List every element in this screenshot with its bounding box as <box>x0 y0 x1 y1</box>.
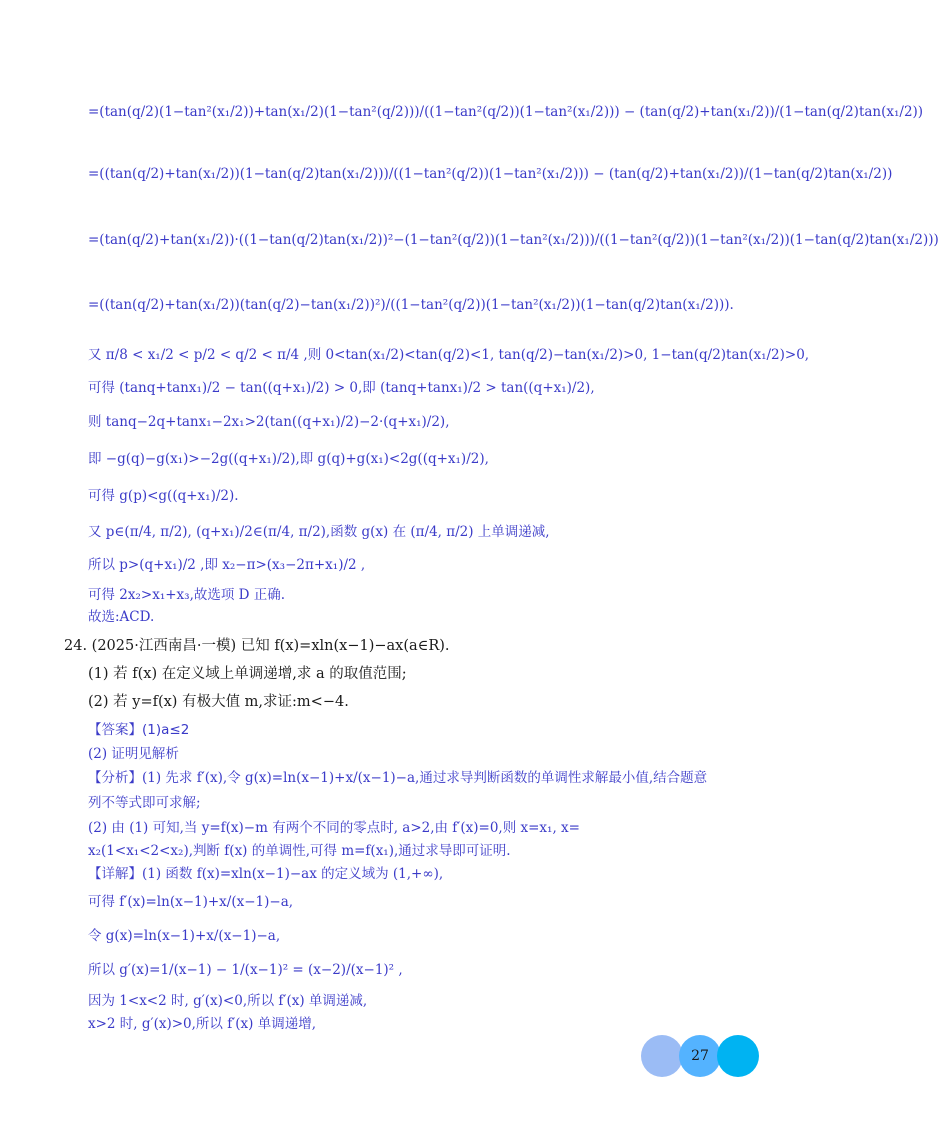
badge-circle-left <box>641 1035 683 1077</box>
math-line-11: 所以 p>(q+x₁)/2 ,即 x₂−π>(x₃−2π+x₁)/2 , <box>88 557 366 573</box>
question-24-title: 24. (2025·江西南昌·一模) 已知 f(x)=xln(x−1)−ax(a∈R). <box>64 638 450 654</box>
answer-line: 【答案】(1)a≤2 <box>88 722 190 738</box>
math-line-2: =((tan(q/2)+tan(x₁/2))(1−tan(q/2)tan(x₁/2)))/((1−tan²(q/2))(1−tan²(x₁/2))) − (tan(q/2)+tan(x₁/2))/(1−tan(q/2)tan(x₁/2)) <box>88 166 893 182</box>
badge-circle-right <box>717 1035 759 1077</box>
math-line-6: 可得 (tanq+tanx₁)/2 − tan((q+x₁)/2) > 0,即 (tanq+tanx₁)/2 > tan((q+x₁)/2), <box>88 380 595 396</box>
page-number: 27 <box>691 1048 709 1064</box>
math-line-13: 故选:ACD. <box>88 609 155 625</box>
math-line-5: 又 π/8 < x₁/2 < p/2 < q/2 < π/4 ,则 0<tan(x₁/2)<tan(q/2)<1, tan(q/2)−tan(x₁/2)>0, 1−tan(q/2)tan(x₁/2)>0, <box>88 347 810 363</box>
math-line-10: 又 p∈(π/4, π/2), (q+x₁)/2∈(π/4, π/2),函数 g(x) 在 (π/4, π/2) 上单调递减, <box>88 524 550 540</box>
math-line-9: 可得 g(p)<g((q+x₁)/2). <box>88 488 239 504</box>
analysis-line-2: 列不等式即可求解; <box>88 795 201 811</box>
detail-line-4: 所以 g′(x)=1/(x−1) − 1/(x−1)² = (x−2)/(x−1)² , <box>88 962 403 978</box>
detail-line-1: 【详解】(1) 函数 f(x)=xln(x−1)−ax 的定义域为 (1,+∞), <box>88 866 444 882</box>
question-24-part-2: (2) 若 y=f(x) 有极大值 m,求证:m<−4. <box>88 694 349 710</box>
math-line-1: =(tan(q/2)(1−tan²(x₁/2))+tan(x₁/2)(1−tan²(q/2)))/((1−tan²(q/2))(1−tan²(x₁/2))) − (tan(q/2)+tan(x₁/2))/(1−tan(q/2)tan(x₁/2)) <box>88 104 924 120</box>
detail-line-5: 因为 1<x<2 时, g′(x)<0,所以 f′(x) 单调递减, <box>88 993 368 1009</box>
math-line-3: =(tan(q/2)+tan(x₁/2))·((1−tan(q/2)tan(x₁/2))²−(1−tan²(q/2))(1−tan²(x₁/2)))/((1−tan²(q/2))(1−tan²(x₁/2))(1−tan(q/2)tan(x₁/2))) <box>88 232 939 248</box>
detail-line-3: 令 g(x)=ln(x−1)+x/(x−1)−a, <box>88 928 281 944</box>
answer-line-2: (2) 证明见解析 <box>88 746 179 762</box>
analysis-line-1: 【分析】(1) 先求 f′(x),令 g(x)=ln(x−1)+x/(x−1)−a,通过求导判断函数的单调性求解最小值,结合题意 <box>88 770 708 786</box>
analysis-line-3: (2) 由 (1) 可知,当 y=f(x)−m 有两个不同的零点时, a>2,由 f′(x)=0,则 x=x₁, x= <box>88 820 580 836</box>
detail-line-6: x>2 时, g′(x)>0,所以 f′(x) 单调递增, <box>88 1016 317 1032</box>
math-line-4: =((tan(q/2)+tan(x₁/2))(tan(q/2)−tan(x₁/2))²)/((1−tan²(q/2))(1−tan²(x₁/2))(1−tan(q/2)tan(x₁/2))). <box>88 297 734 313</box>
detail-line-2: 可得 f′(x)=ln(x−1)+x/(x−1)−a, <box>88 894 294 910</box>
math-line-12: 可得 2x₂>x₁+x₃,故选项 D 正确. <box>88 587 286 603</box>
page-number-badge <box>641 1035 759 1077</box>
math-line-8: 即 −g(q)−g(x₁)>−2g((q+x₁)/2),即 g(q)+g(x₁)<2g((q+x₁)/2), <box>88 451 489 467</box>
analysis-line-4: x₂(1<x₁<2<x₂),判断 f(x) 的单调性,可得 m=f(x₁),通过求导即可证明. <box>88 843 511 859</box>
math-line-7: 则 tanq−2q+tanx₁−2x₁>2(tan((q+x₁)/2)−2·(q+x₁)/2), <box>88 414 450 430</box>
question-24-part-1: (1) 若 f(x) 在定义域上单调递增,求 a 的取值范围; <box>88 666 407 682</box>
